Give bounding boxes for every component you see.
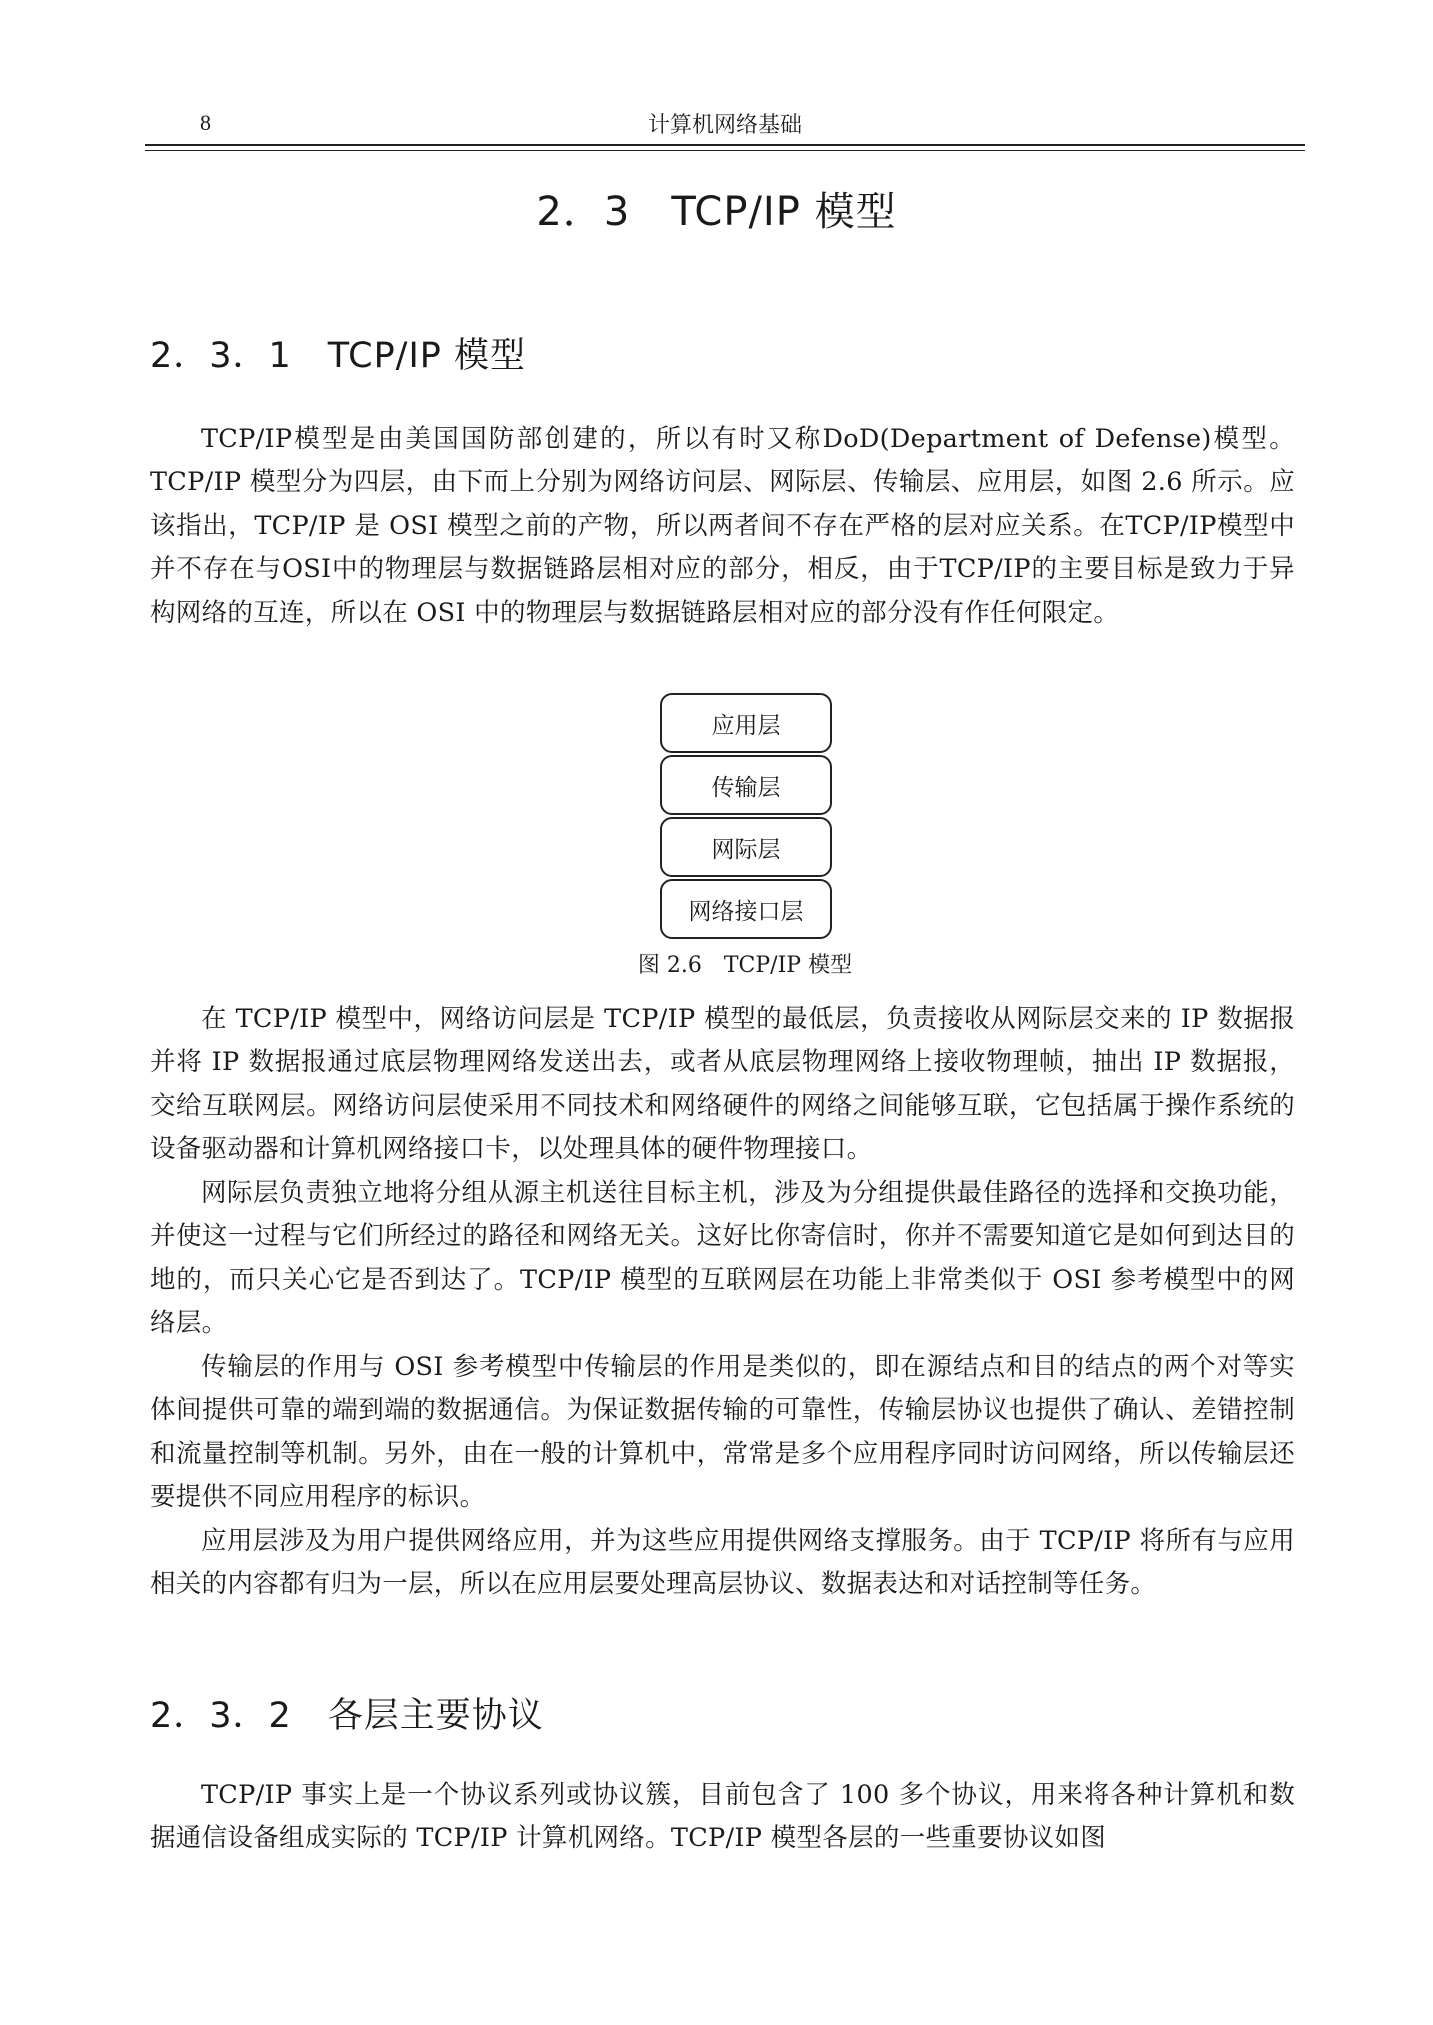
paragraph-transport-layer: 传输层的作用与 OSI 参考模型中传输层的作用是类似的，即在源结点和目的结点的两个对等实体间提供可靠的端到端的数据通信。为保证数据传输的可靠性，传输层协议也提供了确认、差错控制和流量控制等机制。另外，由在一般的计算机中，常常是多个应用程序同时访问网络，所以传输层还要提供不同应用程序的标识。 — [150, 1352, 1295, 1513]
subsection-title-2-3-2: 2．3．2 各层主要协议 — [150, 1696, 544, 1736]
paragraph-internet-layer: 网际层负责独立地将分组从源主机送往目标主机，涉及为分组提供最佳路径的选择和交换功能，并使这一过程与它们所经过的路径和网络无关。这好比你寄信时，你并不需要知道它是如何到达目的地的，而只关心它是否到达了。TCP/IP 模型的互联网层在功能上非常类似于 OSI 参考模型中的网络层。 — [150, 1178, 1295, 1339]
paragraph-network-access-layer: 在 TCP/IP 模型中，网络访问层是 TCP/IP 模型的最低层，负责接收从网际层交来的 IP 数据报并将 IP 数据报通过底层物理网络发送出去，或者从底层物理网络上接收物理帧，抽出 IP 数据报，交给互联网层。网络访问层使采用不同技术和网络硬件的网络之间能够互联，它包括属于操作系统的设备驱动器和计算机网络接口卡，以处理具体的硬件物理接口。 — [150, 1004, 1295, 1165]
paragraph-intro: TCP/IP模型是由美国国防部创建的，所以有时又称DoD(Department of Defense)模型。TCP/IP 模型分为四层，由下而上分别为网络访问层、网际层、传输层、应用层，如图 2.6 所示。应该指出，TCP/IP 是 OSI 模型之前的产物，所以两者间不存在严格的层对应关系。在TCP/IP模型中并不存在与OSI中的物理层与数据链路层相对应的部分，相反，由于TCP/IP的主要目标是致力于异构网络的互连，所以在 OSI 中的物理层与数据链路层相对应的部分没有作任何限定。 — [150, 424, 1295, 628]
tcpip-layer-diagram — [660, 693, 832, 941]
paragraph-protocols: TCP/IP 事实上是一个协议系列或协议簇，目前包含了 100 多个协议，用来将各种计算机和数据通信设备组成实际的 TCP/IP 计算机网络。TCP/IP 模型各层的一些重要协议如图 — [150, 1780, 1295, 1854]
running-title: 计算机网络基础 — [647, 113, 802, 138]
layer-transport: 传输层 — [660, 755, 832, 815]
paragraph-application-layer: 应用层涉及为用户提供网络应用，并为这些应用提供网络支撑服务。由于 TCP/IP 将所有与应用相关的内容都有归为一层，所以在应用层要处理高层协议、数据表达和对话控制等任务。 — [150, 1526, 1295, 1600]
layer-internet: 网际层 — [660, 817, 832, 877]
section-title: 2．3 TCP/IP 模型 — [536, 189, 897, 235]
layer-application: 应用层 — [660, 693, 832, 753]
header-rule — [145, 144, 1305, 151]
page-header — [145, 108, 1305, 144]
layer-network-interface: 网络接口层 — [660, 879, 832, 939]
subsection-title-2-3-1: 2．3．1 TCP/IP 模型 — [150, 336, 527, 376]
figure-caption: 图 2.6 TCP/IP 模型 — [637, 953, 853, 978]
page-number: 8 — [200, 110, 211, 135]
